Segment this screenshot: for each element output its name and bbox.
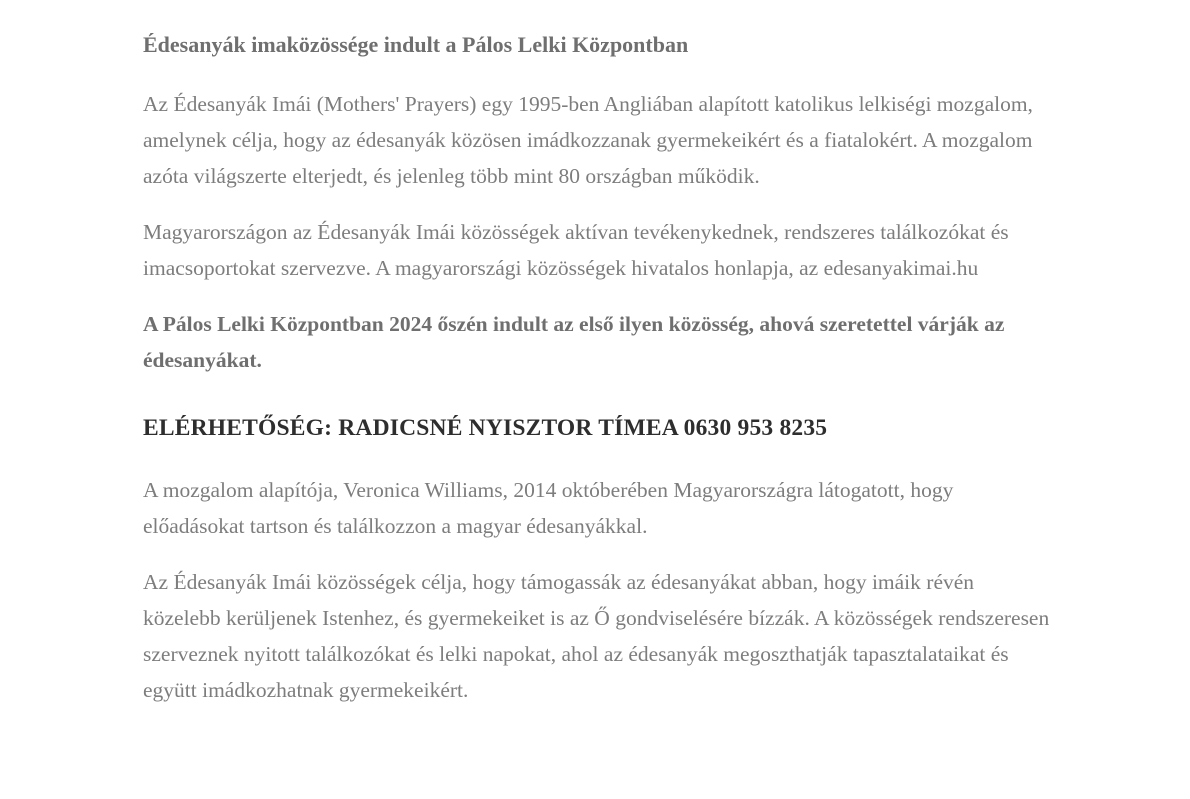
contact-heading: ELÉRHETŐSÉG: RADICSNÉ NYISZTOR TÍMEA 0630 953 8235 <box>143 415 828 441</box>
paragraph-announcement: A Pálos Lelki Központban 2024 őszén indult az első ilyen közösség, ahová szeretettel várják az édesanyákat. <box>143 312 1005 372</box>
paragraph-hungary: Magyarországon az Édesanyák Imái közösségek aktívan tevékenykednek, rendszeres találkozókat és imacsoportokat szervezve. A magyarországi közösségek hivatalos honlapja, az edesanyakimai.hu <box>143 220 1009 280</box>
paragraph-intro: Az Édesanyák Imái (Mothers' Prayers) egy 1995-ben Angliában alapított katolikus lelkiségi mozgalom, amelynek célja, hogy az édesanyák közösen imádkozzanak gyermekeikért és a fiatalokért. A mozgalom azóta világszerte elterjedt, és jelenleg több mint 80 országban működik. <box>143 92 1033 188</box>
paragraph-founder: A mozgalom alapítója, Veronica Williams, 2014 októberében Magyarországra látogatott, hogy előadásokat tartson és találkozzon a magyar édesanyákkal. <box>143 478 954 538</box>
paragraph-mission: Az Édesanyák Imái közösségek célja, hogy támogassák az édesanyákat abban, hogy imáik révén közelebb kerüljenek Istenhez, és gyermekeiket is az Ő gondviselésére bízzák. A közösségek rendszeresen szerveznek nyitott találkozókat és lelki napokat, ahol az édesanyák megoszthatják tapasztalataikat és együtt imádkozhatnak gyermekeikért. <box>143 570 1050 702</box>
document-title: Édesanyák imaközössége indult a Pálos Lelki Központban <box>143 32 689 57</box>
